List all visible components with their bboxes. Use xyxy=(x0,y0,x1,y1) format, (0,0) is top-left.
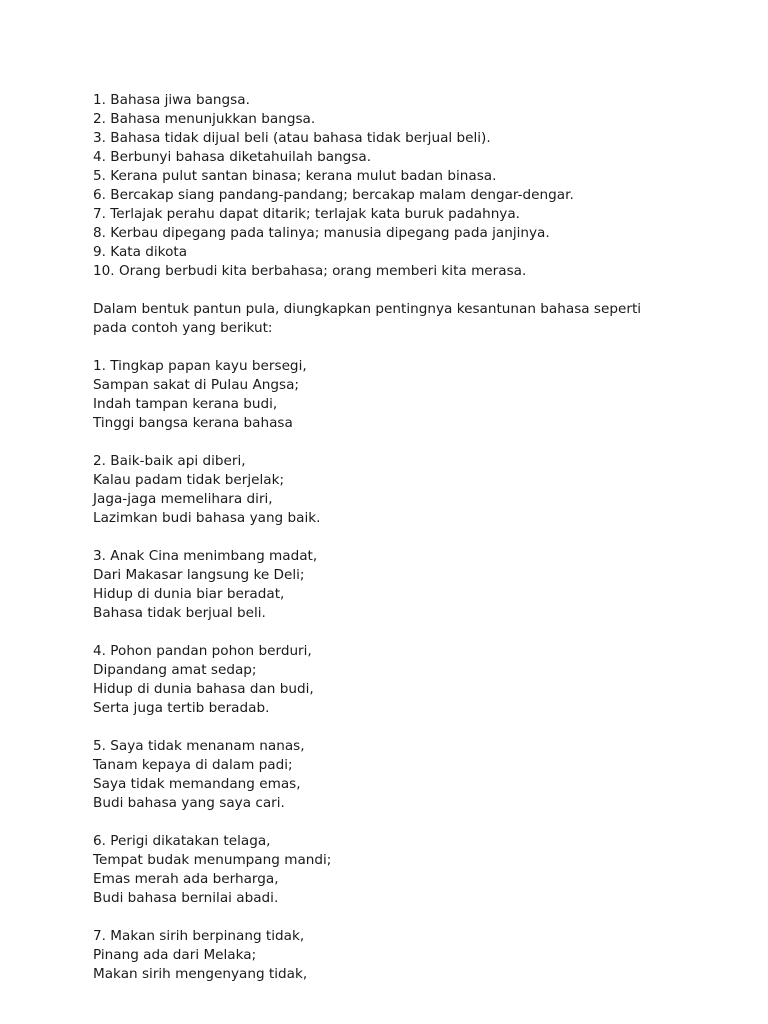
proverb-line: 3. Bahasa tidak dijual beli (atau bahasa tidak berjual beli). xyxy=(93,130,491,146)
proverb-line: 1. Bahasa jiwa bangsa. xyxy=(93,92,250,108)
pantun-line: Tanam kepaya di dalam padi; xyxy=(93,757,293,773)
pantun-stanza-1 xyxy=(93,357,693,433)
intro-line: Dalam bentuk pantun pula, diungkapkan pentingnya kesantunan bahasa seperti xyxy=(93,301,642,317)
pantun-stanza-6 xyxy=(93,832,693,908)
pantun-line: Emas merah ada berharga, xyxy=(93,871,279,887)
pantun-line: 1. Tingkap papan kayu bersegi, xyxy=(93,358,307,374)
pantun-line: Saya tidak memandang emas, xyxy=(93,776,301,792)
proverb-line: 7. Terlajak perahu dapat ditarik; terlajak kata buruk padahnya. xyxy=(93,206,521,222)
pantun-line: Budi bahasa bernilai abadi. xyxy=(93,890,279,906)
pantun-line: 7. Makan sirih berpinang tidak, xyxy=(93,928,305,944)
paragraph-gap xyxy=(93,433,693,452)
paragraph-gap xyxy=(93,908,693,927)
pantun-line: Lazimkan budi bahasa yang baik. xyxy=(93,510,321,526)
pantun-line: Dipandang amat sedap; xyxy=(93,662,257,678)
proverb-line: 10. Orang berbudi kita berbahasa; orang memberi kita merasa. xyxy=(93,263,527,279)
pantun-line: 6. Perigi dikatakan telaga, xyxy=(93,833,271,849)
paragraph-gap xyxy=(93,718,693,737)
pantun-stanza-5 xyxy=(93,737,693,813)
pantun-line: Kalau padam tidak berjelak; xyxy=(93,472,285,488)
pantun-stanza-7 xyxy=(93,927,693,984)
pantun-line: 3. Anak Cina menimbang madat, xyxy=(93,548,318,564)
proverb-line: 4. Berbunyi bahasa diketahuilah bangsa. xyxy=(93,149,372,165)
pantun-line: Makan sirih mengenyang tidak, xyxy=(93,966,308,982)
paragraph-gap xyxy=(93,338,693,357)
pantun-line: Hidup di dunia biar beradat, xyxy=(93,586,285,602)
proverb-line: 9. Kata dikota xyxy=(93,244,188,260)
paragraph-gap xyxy=(93,813,693,832)
pantun-line: 4. Pohon pandan pohon berduri, xyxy=(93,643,312,659)
pantun-stanza-3 xyxy=(93,547,693,623)
paragraph-gap xyxy=(93,528,693,547)
pantun-line: Jaga-jaga memelihara diri, xyxy=(93,491,273,507)
proverb-line: 2. Bahasa menunjukkan bangsa. xyxy=(93,111,316,127)
pantun-line: Indah tampan kerana budi, xyxy=(93,396,278,412)
proverb-list xyxy=(93,91,693,281)
paragraph-gap xyxy=(93,623,693,642)
intro-paragraph xyxy=(93,300,693,338)
pantun-line: 5. Saya tidak menanam nanas, xyxy=(93,738,305,754)
pantun-line: Tempat budak menumpang mandi; xyxy=(93,852,332,868)
pantun-line: Dari Makasar langsung ke Deli; xyxy=(93,567,305,583)
pantun-line: Tinggi bangsa kerana bahasa xyxy=(93,415,293,431)
pantun-line: Sampan sakat di Pulau Angsa; xyxy=(93,377,300,393)
pantun-line: Pinang ada dari Melaka; xyxy=(93,947,257,963)
pantun-stanza-2 xyxy=(93,452,693,528)
proverb-line: 6. Bercakap siang pandang-pandang; bercakap malam dengar-dengar. xyxy=(93,187,574,203)
intro-line: pada contoh yang berikut: xyxy=(93,320,273,336)
pantun-line: 2. Baik-baik api diberi, xyxy=(93,453,246,469)
pantun-line: Serta juga tertib beradab. xyxy=(93,700,270,716)
pantun-stanza-4 xyxy=(93,642,693,718)
proverb-line: 5. Kerana pulut santan binasa; kerana mulut badan binasa. xyxy=(93,168,497,184)
document-body xyxy=(93,91,693,984)
proverb-line: 8. Kerbau dipegang pada talinya; manusia dipegang pada janjinya. xyxy=(93,225,550,241)
paragraph-gap xyxy=(93,281,693,300)
pantun-line: Bahasa tidak berjual beli. xyxy=(93,605,266,621)
pantun-line: Hidup di dunia bahasa dan budi, xyxy=(93,681,314,697)
pantun-line: Budi bahasa yang saya cari. xyxy=(93,795,285,811)
